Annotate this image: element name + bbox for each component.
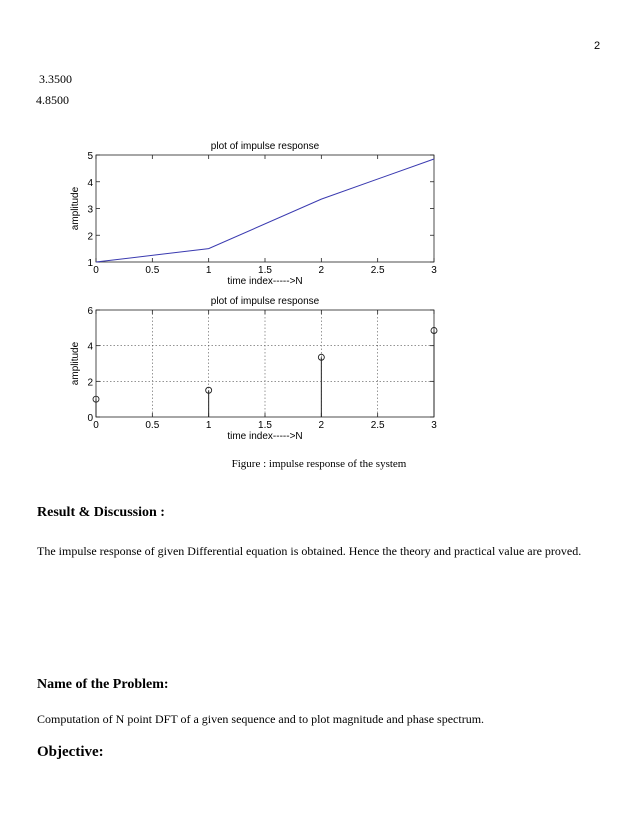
series-line xyxy=(96,159,434,262)
x-tick-label: 1.5 xyxy=(258,420,272,431)
page-number: 2 xyxy=(594,40,601,52)
x-axis-label: time index----->N xyxy=(227,276,303,287)
x-tick-label: 1 xyxy=(205,420,212,431)
y-tick-label: 5 xyxy=(87,151,93,162)
y-tick-label: 3 xyxy=(87,204,93,216)
y-tick-label: 1 xyxy=(87,258,93,269)
x-tick-label: 0.5 xyxy=(145,265,160,276)
problem-heading: Name of the Problem: xyxy=(37,677,169,692)
result-value-2: 4.8500 xyxy=(36,93,69,107)
y-tick-label: 4 xyxy=(87,341,93,353)
y-tick-label: 2 xyxy=(87,377,93,389)
line-plot xyxy=(70,141,437,287)
result-value-1: 3.3500 xyxy=(39,72,72,86)
chart-title: plot of impulse response xyxy=(210,296,320,307)
x-tick-label: 3 xyxy=(431,420,437,431)
y-tick-label: 2 xyxy=(87,231,93,243)
x-tick-label: 1 xyxy=(205,265,212,276)
y-axis-label: amplitude xyxy=(70,186,81,231)
x-tick-label: 2.5 xyxy=(370,265,385,276)
stem-plot xyxy=(70,296,437,442)
y-tick-label: 0 xyxy=(87,413,93,424)
x-tick-label: 3 xyxy=(431,265,437,276)
result-text: The impulse response of given Differential equation is obtained. Hence the theory and practical value are proved. xyxy=(37,544,582,558)
x-tick-label: 2.5 xyxy=(370,420,385,431)
y-tick-label: 6 xyxy=(87,306,93,317)
x-tick-label: 0.5 xyxy=(145,420,160,431)
x-tick-label: 2 xyxy=(318,420,325,431)
x-axis-label: time index----->N xyxy=(227,431,303,442)
figure-plots xyxy=(0,130,638,450)
x-tick-label: 0 xyxy=(93,420,99,431)
problem-text: Computation of N point DFT of a given sequence and to plot magnitude and phase spectrum. xyxy=(37,712,485,726)
x-tick-label: 1.5 xyxy=(258,265,272,276)
figure-caption: Figure : impulse response of the system xyxy=(231,458,407,470)
y-axis-label: amplitude xyxy=(70,341,81,386)
result-heading: Result & Discussion : xyxy=(37,505,165,520)
y-tick-label: 4 xyxy=(87,177,93,189)
x-tick-label: 2 xyxy=(318,265,325,276)
objective-heading: Objective: xyxy=(37,744,104,760)
plot-frame xyxy=(96,155,434,262)
chart-title: plot of impulse response xyxy=(210,141,320,152)
x-tick-label: 0 xyxy=(93,265,99,276)
